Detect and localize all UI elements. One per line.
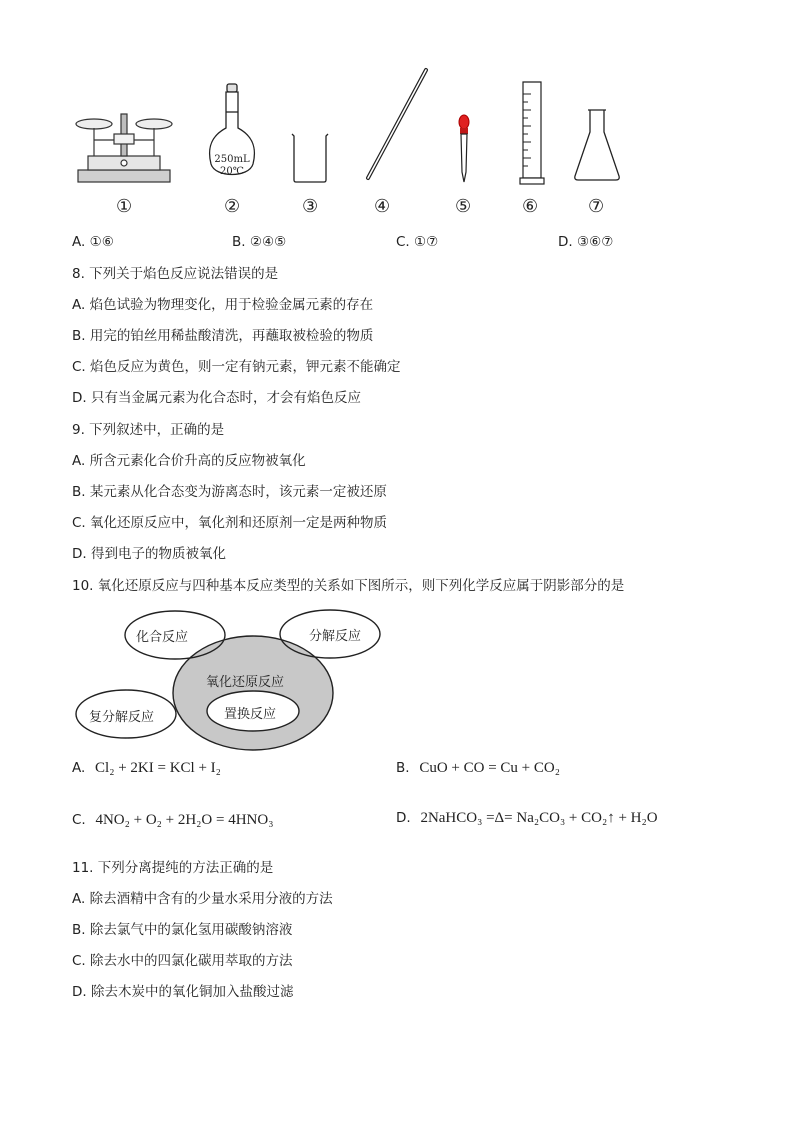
q10-option-b: B. CuO + CO = Cu + CO₂ <box>396 760 560 776</box>
apparatus-label-6: ⑥ <box>522 196 539 217</box>
apparatus-label-7: ⑦ <box>588 196 605 217</box>
q11-option-c: C. 除去水中的四氯化碳用萃取的方法 <box>72 953 293 969</box>
equation-d: 2NaHCO₃ =Δ= Na₂CO₃ + CO₂↑ + H₂O <box>420 810 658 826</box>
equation-a: Cl₂ + 2KI = KCl + I₂ <box>95 760 221 776</box>
q9-option-c: C. 氧化还原反应中，氧化剂和还原剂一定是两种物质 <box>72 515 388 531</box>
dropper-icon <box>454 114 474 184</box>
balance-icon <box>74 112 174 187</box>
q9-option-a: A. 所含元素化合价升高的反应物被氧化 <box>72 453 306 469</box>
displacement-label: 置换反应 <box>224 707 277 722</box>
q7-option-d: D. ③⑥⑦ <box>558 234 614 250</box>
q11-option-b: B. 除去氯气中的氯化氢用碳酸钠溶液 <box>72 922 293 938</box>
q8-option-b: B. 用完的铂丝用稀盐酸清洗，再蘸取被检验的物质 <box>72 328 374 344</box>
conical-flask-icon <box>572 108 622 184</box>
equation-b: CuO + CO = Cu + CO₂ <box>419 760 560 776</box>
double-displacement-label: 复分解反应 <box>89 710 155 725</box>
flask-volume-label: 250mL <box>214 154 250 165</box>
apparatus-label-2: ② <box>224 196 241 217</box>
q10-stem: 10. 氧化还原反应与四种基本反应类型的关系如下图所示，则下列化学反应属于阴影部分的是 <box>72 578 625 594</box>
q10-option-a: A. Cl₂ + 2KI = KCl + I₂ <box>72 760 221 776</box>
q7-option-b: B. ②④⑤ <box>232 234 287 250</box>
q8-option-c: C. 焰色反应为黄色，则一定有钠元素，钾元素不能确定 <box>72 359 401 375</box>
glass-rod-icon <box>362 66 432 184</box>
q11-stem: 11. 下列分离提纯的方法正确的是 <box>72 860 274 876</box>
q8-option-a: A. 焰色试验为物理变化，用于检验金属元素的存在 <box>72 297 374 313</box>
apparatus-label-1: ① <box>116 196 133 217</box>
q9-stem: 9. 下列叙述中，正确的是 <box>72 422 225 438</box>
redox-label: 氧化还原反应 <box>206 675 285 690</box>
q10-option-d: D. 2NaHCO₃ =Δ= Na₂CO₃ + CO₂↑ + H₂O <box>396 810 658 826</box>
q9-option-b: B. 某元素从化合态变为游离态时，该元素一定被还原 <box>72 484 387 500</box>
q9-option-d: D. 得到电子的物质被氧化 <box>72 546 226 562</box>
apparatus-label-5: ⑤ <box>455 196 472 217</box>
flask-temp-label: 20℃ <box>220 166 244 177</box>
q8-stem: 8. 下列关于焰色反应说法错误的是 <box>72 266 279 282</box>
q8-option-d: D. 只有当金属元素为化合态时，才会有焰色反应 <box>72 390 361 406</box>
q11-option-a: A. 除去酒精中含有的少量水采用分液的方法 <box>72 891 333 907</box>
beaker-icon <box>290 132 330 184</box>
q10-option-c: C. 4NO₂ + O₂ + 2H₂O = 4HNO₃ <box>72 812 274 828</box>
q7-option-c: C. ①⑦ <box>396 234 439 250</box>
combination-label: 化合反应 <box>136 630 189 645</box>
q7-option-a: A. ①⑥ <box>72 234 114 250</box>
equation-c: 4NO₂ + O₂ + 2H₂O = 4HNO₃ <box>95 812 274 828</box>
graduated-cylinder-icon <box>519 80 547 186</box>
decomposition-label: 分解反应 <box>309 629 362 644</box>
q11-option-d: D. 除去木炭中的氧化铜加入盐酸过滤 <box>72 984 294 1000</box>
apparatus-label-4: ④ <box>374 196 391 217</box>
apparatus-label-3: ③ <box>302 196 319 217</box>
